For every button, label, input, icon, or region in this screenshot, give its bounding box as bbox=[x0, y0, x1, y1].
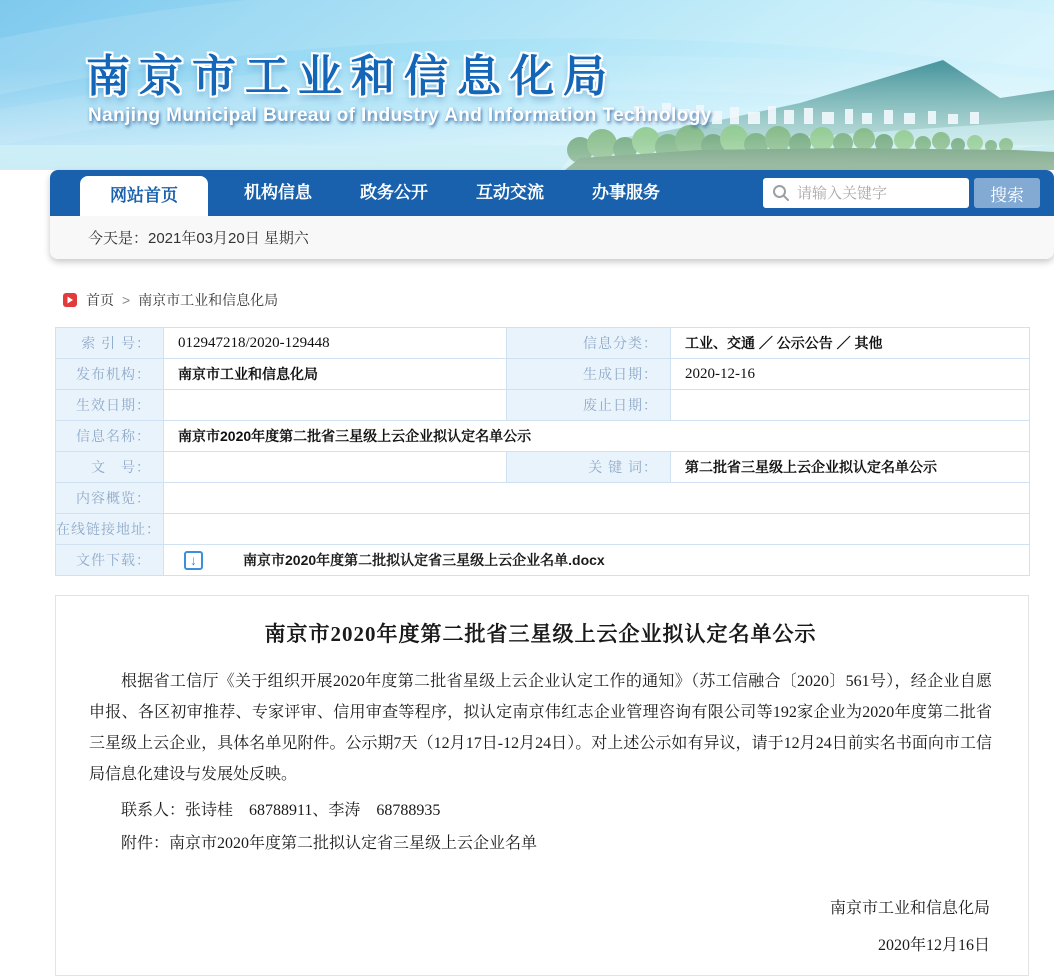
search-box bbox=[763, 178, 1040, 208]
table-row bbox=[56, 514, 1030, 545]
online-link-value bbox=[164, 514, 1030, 545]
attachment-file-link[interactable]: 南京市2020年度第二批拟认定省三星级上云企业名单.docx bbox=[243, 552, 605, 568]
effective-date-label: 生效日期： bbox=[56, 390, 164, 421]
breadcrumb bbox=[63, 290, 1054, 310]
site-title: 南京市工业和信息化局 bbox=[86, 52, 616, 101]
table-row bbox=[56, 483, 1030, 514]
today-date-text: 今天是：2021年03月20日 星期六 bbox=[88, 230, 309, 247]
info-category-value: 工业、交通 ／ 公示公告 ／ 其他 bbox=[671, 328, 1030, 359]
table-row bbox=[56, 359, 1030, 390]
online-link-label: 在线链接地址： bbox=[56, 514, 164, 545]
info-name-value: 南京市2020年度第二批省三星级上云企业拟认定名单公示 bbox=[164, 421, 1030, 452]
publisher-value: 南京市工业和信息化局 bbox=[164, 359, 507, 390]
abolish-date-value bbox=[671, 390, 1030, 421]
file-download-label: 文件下载： bbox=[56, 545, 164, 576]
effective-date-value bbox=[164, 390, 507, 421]
article-title: 南京市2020年度第二批省三星级上云企业拟认定名单公示 bbox=[264, 622, 817, 646]
index-number-value: 012947218/2020-129448 bbox=[164, 328, 507, 359]
table-row bbox=[56, 452, 1030, 483]
contact-line: 联系人：张诗桂 68788911、李涛 68788935 bbox=[121, 802, 441, 819]
index-number-label: 索 引 号： bbox=[56, 328, 164, 359]
date-bar bbox=[50, 216, 1054, 259]
red-arrow-icon bbox=[63, 293, 77, 307]
document-meta-table bbox=[55, 327, 1030, 576]
info-category-label: 信息分类： bbox=[507, 328, 671, 359]
search-icon bbox=[772, 184, 790, 202]
tab-services[interactable]: 办事服务 bbox=[592, 183, 660, 202]
download-icon[interactable]: ↓ bbox=[184, 551, 203, 570]
tab-home[interactable]: 网站首页 bbox=[80, 176, 208, 216]
table-row bbox=[56, 328, 1030, 359]
breadcrumb-current-page: 南京市工业和信息化局 bbox=[138, 292, 279, 308]
article-body-paragraph: 根据省工信厅《关于组织开展2020年度第二批省星级上云企业认定工作的通知》（苏工信融合〔2020〕561号），经企业自愿申报、各区初审推荐、专家评审、信用审查等程序，拟认定南京伟红志企业管理咨询有限公司等192家企业为2020年度第二批省三星级上云企业，具体名单见附件。公示期7天（12月17日-12月24日）。对上述公示如有异议，请于12月24日前实名书面向市工信局信息化建设与发展处反映。 bbox=[89, 673, 992, 783]
site-subtitle-english: Nanjing Municipal Bureau of Industry And Information Technology bbox=[88, 105, 712, 126]
keywords-value: 第二批省三星级上云企业拟认定名单公示 bbox=[671, 452, 1030, 483]
table-row bbox=[56, 390, 1030, 421]
article-content-box bbox=[55, 595, 1029, 976]
publisher-label: 发布机构： bbox=[56, 359, 164, 390]
breadcrumb-home-link[interactable]: 首页 bbox=[86, 292, 114, 308]
breadcrumb-separator: > bbox=[122, 292, 131, 308]
table-row bbox=[56, 421, 1030, 452]
nav-container bbox=[50, 170, 1054, 259]
abolish-date-label: 废止日期： bbox=[507, 390, 671, 421]
file-download-cell bbox=[164, 545, 1030, 576]
tab-org-info[interactable]: 机构信息 bbox=[244, 183, 312, 202]
site-header bbox=[0, 0, 1054, 170]
keywords-label: 关 键 词： bbox=[507, 452, 671, 483]
table-row bbox=[56, 545, 1030, 576]
generate-date-label: 生成日期： bbox=[507, 359, 671, 390]
signature-agency: 南京市工业和信息化局 bbox=[829, 900, 990, 917]
generate-date-value: 2020-12-16 bbox=[671, 359, 1030, 390]
signature-date: 2020年12月16日 bbox=[877, 937, 990, 954]
doc-number-value bbox=[164, 452, 507, 483]
doc-number-label: 文 号： bbox=[56, 452, 164, 483]
attachment-line: 附件：南京市2020年度第二批拟认定省三星级上云企业名单 bbox=[121, 835, 538, 852]
info-name-label: 信息名称： bbox=[56, 421, 164, 452]
search-button[interactable]: 搜索 bbox=[974, 178, 1040, 208]
search-input[interactable] bbox=[763, 178, 969, 208]
content-overview-label: 内容概览： bbox=[56, 483, 164, 514]
tab-interaction[interactable]: 互动交流 bbox=[476, 183, 544, 202]
tab-gov-disclosure[interactable]: 政务公开 bbox=[360, 183, 428, 202]
content-overview-value bbox=[164, 483, 1030, 514]
main-nav bbox=[50, 170, 1054, 216]
